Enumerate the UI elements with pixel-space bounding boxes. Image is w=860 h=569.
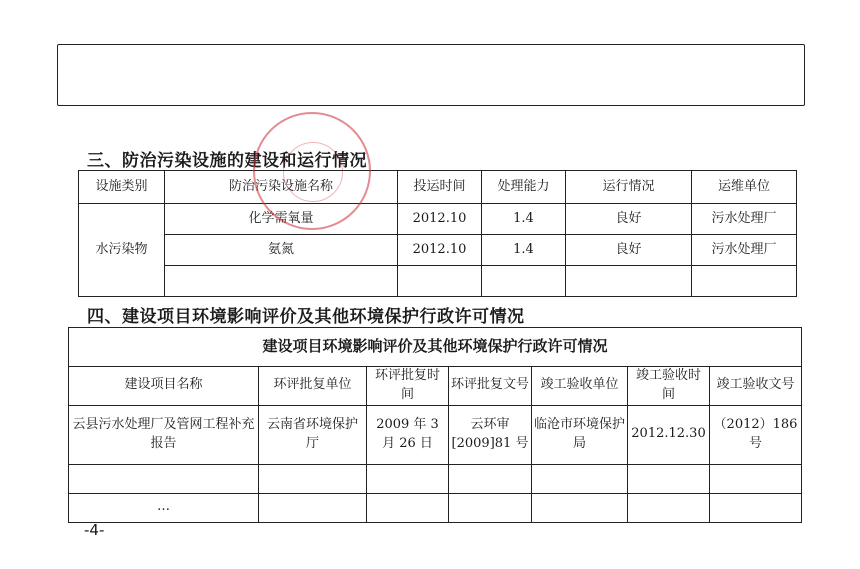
- header-acceptance-unit: 竣工验收单位: [532, 367, 628, 406]
- header-acceptance-number: 竣工验收文号: [710, 367, 802, 406]
- start-time-cell: 2012.10: [398, 204, 482, 235]
- table-header-row: [79, 171, 797, 204]
- section-3-heading: 三、防治污染设施的建设和运行情况: [87, 151, 367, 171]
- header-project-name: 建设项目名称: [69, 367, 259, 406]
- header-capacity: 处理能力: [482, 171, 566, 204]
- ellipsis-cell: …: [69, 493, 259, 522]
- acceptance-number-cell: （2012）186 号: [710, 405, 802, 464]
- start-time-cell: 2012.10: [398, 235, 482, 266]
- status-cell: 良好: [566, 204, 692, 235]
- capacity-cell: 1.4: [482, 235, 566, 266]
- table-header-row: [69, 367, 802, 406]
- table-row: [79, 235, 797, 266]
- empty-table-row: [69, 493, 802, 522]
- acceptance-time-cell: 2012.12.30: [628, 405, 710, 464]
- project-name-cell: 云县污水处理厂及管网工程补充报告: [69, 405, 259, 464]
- facility-name-cell: 氨氮: [165, 235, 398, 266]
- unit-cell: 污水处理厂: [692, 204, 797, 235]
- official-seal-stamp: [253, 112, 371, 230]
- table-caption: 建设项目环境影响评价及其他环境保护行政许可情况: [69, 328, 802, 367]
- approval-number-cell: 云环审[2009]81 号: [449, 405, 532, 464]
- header-acceptance-time: 竣工验收时间: [628, 367, 710, 406]
- header-maintenance-unit: 运维单位: [692, 171, 797, 204]
- empty-table-row: [69, 464, 802, 493]
- header-start-time: 投运时间: [398, 171, 482, 204]
- page-number: -4-: [84, 521, 105, 539]
- blank-content-box: [57, 44, 805, 106]
- facility-category-cell: 水污染物: [79, 204, 165, 297]
- table-row: [69, 405, 802, 464]
- unit-cell: 污水处理厂: [692, 235, 797, 266]
- section-4-heading: 四、建设项目环境影响评价及其他环境保护行政许可情况: [87, 307, 525, 327]
- acceptance-unit-cell: 临沧市环境保护局: [532, 405, 628, 464]
- capacity-cell: 1.4: [482, 204, 566, 235]
- header-facility-name: 防治污染设施名称: [165, 171, 398, 204]
- status-cell: 良好: [566, 235, 692, 266]
- approval-time-cell: 2009 年 3 月 26 日: [367, 405, 449, 464]
- empty-table-row: [79, 266, 797, 297]
- header-approval-number: 环评批复文号: [449, 367, 532, 406]
- pollution-facilities-table: [78, 170, 797, 297]
- header-approval-unit: 环评批复单位: [259, 367, 367, 406]
- header-facility-category: 设施类别: [79, 171, 165, 204]
- eia-permit-table: [68, 327, 802, 523]
- facility-name-cell: 化学需氧量: [165, 204, 398, 235]
- header-approval-time: 环评批复时间: [367, 367, 449, 406]
- table-row: [79, 204, 797, 235]
- approval-unit-cell: 云南省环境保护厅: [259, 405, 367, 464]
- header-operation-status: 运行情况: [566, 171, 692, 204]
